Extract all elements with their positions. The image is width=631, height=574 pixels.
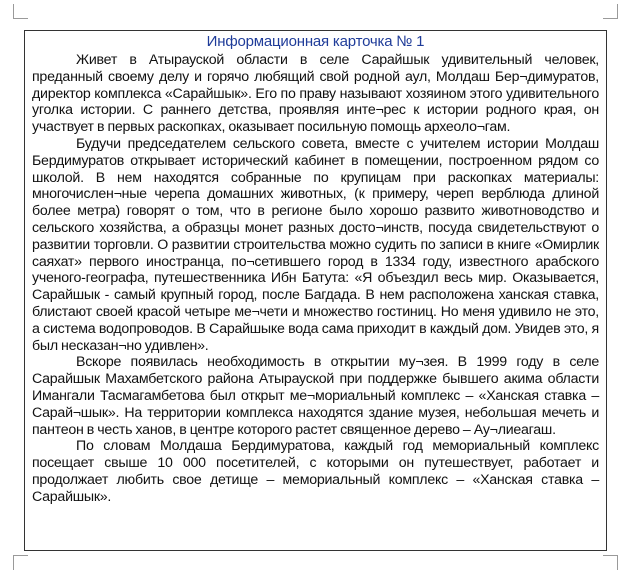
paragraph: Живет в Атырауской области в селе Сарайшык удивительный человек, преданный своему делу и горячо любящий свой родной аул, Молдаш Бер¬димуратов, директор комплекса «Сарайшык». Его по праву называют хозяином этого удивительного уголка истории. С раннего детства, проявляя инте¬рес к истории родного края, он участвует в первых раскопках, оказывает посильную помощь археоло¬гам. xyxy=(32,52,599,136)
card-title: Информационная карточка № 1 xyxy=(206,33,425,50)
paragraph: Будучи председателем сельского совета, вместе с учителем истории Молдаш Бердимуратов открывает исторический кабинет в помещении, построенном рядом со школой. В нем находятся собранные по крупицам при раскопках материалы: многочислен¬ные черепа домашних животных, (к примеру, череп верблюда длиной более метра) говорят о том, что в регионе было хорошо развито животноводство и сельского хозяйства, а образцы монет разных досто¬инств, посуда свидетельствуют о развитии торговли. О развитии строительства можно судить по записи в книге «Омирлик саяхат» первого иностранца, по¬сетившего город в 1334 году, известного арабского ученого-географа, путешественника Ибн Батута: «Я объездил весь мир. Оказывается, Сарайшык - самый крупный город, после Багдада. В нем расположена ханская ставка, блистают своей красой четыре ме¬чети и множество гостиниц. Но меня удивило не это, а система водопроводов. В Сарайшыке вода сама приходит в каждый дом. Увидев это, я был несказан¬но удивлен». xyxy=(32,135,599,354)
page-corner-mark xyxy=(603,555,618,570)
paragraph: Вскоре появилась необходимость в открытии му¬зея. В 1999 году в селе Сарайшык Махамбетского района Атырауской при поддержке бывшего акима области Имангали Тасмагамбетова был открыт ме¬мориальный комплекс – «Ханская ставка – Сарай¬шык». На территории комплекса находятся здание музея, небольшая мечеть и пантеон в честь ханов, в центре которого растет священное дерево – Ау¬лиеагаш. xyxy=(32,354,599,438)
page-corner-mark xyxy=(13,4,28,19)
info-card xyxy=(24,30,607,551)
paragraph: По словам Молдаша Бердимуратова, каждый год мемориальный комплекс посещает свыше 10 000 посетителей, с которыми он путешествует, работает и продолжает любить свое детище – мемориальный комплекс – «Ханская ставка – Сарайшык». xyxy=(32,438,599,505)
page-corner-mark xyxy=(13,555,28,570)
page-corner-mark xyxy=(603,4,618,19)
